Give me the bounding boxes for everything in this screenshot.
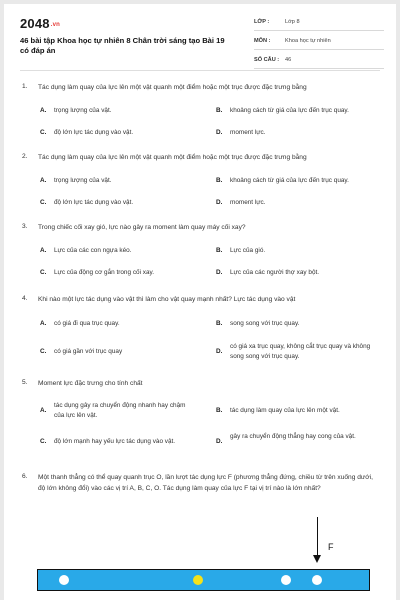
option-text: tác dụng làm quay của lực lên một vật. <box>230 407 340 414</box>
option-text: song song với trục quay. <box>230 320 300 327</box>
force-arrow-shaft <box>317 517 318 557</box>
option-text: có giá gần với trục quay <box>54 348 123 355</box>
lever-point <box>312 575 322 585</box>
option-key: D. <box>216 269 223 276</box>
option-key: B. <box>216 107 223 114</box>
document-meta <box>254 18 384 75</box>
force-label: F <box>328 542 334 552</box>
option-text: có giá đi qua trục quay. <box>54 320 120 327</box>
question-number: 6. <box>22 473 28 480</box>
header-divider <box>20 70 380 71</box>
option-text: gây ra chuyển động thẳng hay cong của vật. <box>230 433 356 440</box>
option-text: khoảng cách từ giá của lực đến trục quay. <box>230 107 349 114</box>
meta-row-class <box>254 18 384 31</box>
option-text: Lực của các người thợ xay bột. <box>230 269 320 276</box>
document-page <box>4 4 396 600</box>
logo-suffix: .vn <box>50 22 61 28</box>
option-key: B. <box>216 407 223 414</box>
option-text: Lực của các con ngựa kéo. <box>54 247 132 254</box>
document-header <box>4 4 396 66</box>
meta-label: MÔN : <box>254 38 271 44</box>
lever-point <box>59 575 69 585</box>
question-text: Trong chiếc cối xay gió, lực nào gây ra moment làm quay máy cối xay? <box>38 224 246 231</box>
logo-text: 2048 <box>20 16 50 31</box>
force-arrow-icon <box>313 555 321 563</box>
option-text: khoảng cách từ giá của lực đến trục quay. <box>230 177 349 184</box>
option-key: A. <box>40 247 47 254</box>
question-number: 4. <box>22 295 28 302</box>
question-number: 5. <box>22 379 28 386</box>
option-text: có giá xa trục quay, không cắt trục quay và không song song với trục quay. <box>230 343 371 360</box>
option-key: B. <box>216 177 223 184</box>
question-text: Moment lực đặc trưng cho tính chất <box>38 380 143 387</box>
option-key: D. <box>216 129 223 136</box>
option-text: tác dụng gây ra chuyển động nhanh hay chậm của lực lên vật. <box>54 402 186 419</box>
option-text: Lực của gió. <box>230 247 266 254</box>
site-logo[interactable] <box>20 16 60 31</box>
meta-label: LỚP : <box>254 19 270 25</box>
option-key: C. <box>40 199 47 206</box>
question-text: Tác dụng làm quay của lực lên một vật quanh một điểm hoặc một trục được đặc trưng bằng <box>38 84 307 91</box>
lever-point <box>281 575 291 585</box>
option-key: A. <box>40 107 47 114</box>
meta-value: 46 <box>285 57 292 63</box>
question-number: 1. <box>22 83 28 90</box>
option-key: B. <box>216 247 223 254</box>
option-key: C. <box>40 269 47 276</box>
lever-bar <box>37 569 370 591</box>
question-text: Tác dụng làm quay của lực lên một vật quanh một điểm hoặc một trục được đặc trưng bằng <box>38 154 307 161</box>
question-number: 3. <box>22 223 28 230</box>
option-text: độ lớn mạnh hay yếu lực tác dụng vào vật. <box>54 438 176 445</box>
option-text: trọng lượng của vật. <box>54 177 112 184</box>
option-key: A. <box>40 177 47 184</box>
option-key: A. <box>40 320 47 327</box>
question-number: 2. <box>22 153 28 160</box>
option-text: Lực của động cơ gắn trong cối xay. <box>54 269 155 276</box>
meta-value: Khoa học tự nhiên <box>285 38 331 44</box>
document-title: 46 bài tập Khoa học tự nhiên 8 Chân trời sáng tạo Bài 19 có đáp án <box>20 36 225 55</box>
option-key: B. <box>216 320 223 327</box>
option-key: C. <box>40 348 47 355</box>
option-key: D. <box>216 438 223 445</box>
meta-value: Lớp 8 <box>285 19 300 25</box>
lever-pivot <box>193 575 203 585</box>
option-text: moment lực. <box>230 129 266 136</box>
meta-row-count <box>254 56 384 69</box>
meta-label: SỐ CÂU : <box>254 57 280 63</box>
option-text: trọng lượng của vật. <box>54 107 112 114</box>
option-key: D. <box>216 199 223 206</box>
question-text: Một thanh thẳng có thể quay quanh trục O, lần lượt tác dụng lực F (phương thẳng đứng, chiều từ trên xuống dưới, độ lớn không đổi) vào các vị trí A, B, C, O. Tác dụng làm quay của lực F tại vị trí nào là lớn nhất? <box>38 474 373 492</box>
option-key: D. <box>216 348 223 355</box>
option-text: độ lớn lực tác dụng vào vật. <box>54 129 134 136</box>
option-text: moment lực. <box>230 199 266 206</box>
question-text: Khi nào một lực tác dụng vào vật thì làm cho vật quay mạnh nhất? Lực tác dụng vào vật <box>38 296 296 303</box>
option-key: C. <box>40 438 47 445</box>
option-text: độ lớn lực tác dụng vào vật. <box>54 199 134 206</box>
meta-row-subject <box>254 37 384 50</box>
option-key: C. <box>40 129 47 136</box>
option-key: A. <box>40 407 47 414</box>
